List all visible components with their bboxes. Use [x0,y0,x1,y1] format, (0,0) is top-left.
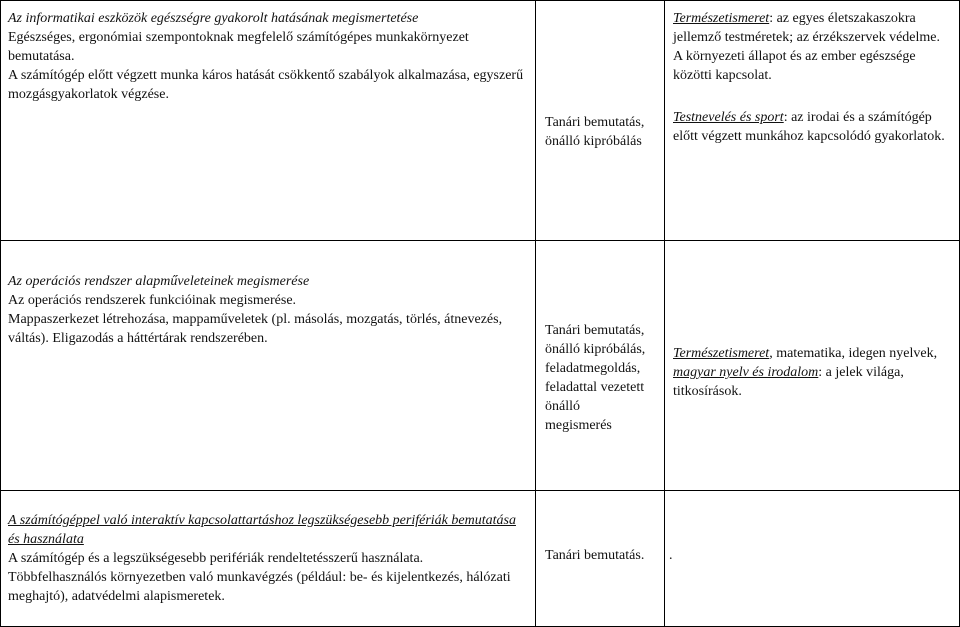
method-line: önálló kipróbálás [545,134,642,149]
method-line: Tanári bemutatás, [545,323,645,338]
connection-paragraph [673,108,951,146]
method-cell [536,1,665,241]
subject-link: magyar nyelv és irodalom [673,365,819,380]
method-line: feladattal vezetett [545,380,645,395]
topic-line: A számítógép előtt végzett munka káros hatását csökkentő szabályok alkalmazása, egyszerű mozgásgyakorlatok végzése. [8,68,524,102]
connection-text: : az irodai és a számítógép előtt végzett munkához kapcsolódó gyakorlatok. [673,110,945,144]
connection-text: : a jelek világa, titkosírások. [673,365,904,399]
topic-title: Az informatikai eszközök egészségre gyakorolt hatásának megismertetése [8,11,419,26]
topic-title: A számítógéppel való interaktív kapcsolattartáshoz legszükségesebb perifériák bemutatása és használata [8,513,516,547]
method-line: önálló kipróbálás, [545,342,646,357]
topic-cell [1,241,536,491]
method-line: Tanári bemutatás. [545,548,645,563]
connections-cell [665,491,960,627]
topic-cell [1,1,536,241]
method-cell [536,241,665,491]
topic-title: Az operációs rendszer alapműveleteinek megismerése [8,274,310,289]
table-row [1,241,960,491]
method-line: megismerés [545,418,612,433]
topic-line: A számítógép és a legszükségesebb perifériák rendeltetésszerű használata. [8,551,424,566]
table-row [1,1,960,241]
connection-text: , matematika, idegen nyelvek, [769,346,938,361]
method-line: feladatmegoldás, [545,361,641,376]
method-cell [536,491,665,627]
topic-line: Mappaszerkezet létrehozása, mappaműveletek (pl. másolás, mozgatás, törlés, átnevezés, váltás). Eligazodás a háttértárak rendszerében. [8,312,503,346]
connections-cell [665,1,960,241]
topic-cell [1,491,536,627]
connection-paragraph [673,9,951,85]
connections-cell [665,241,960,491]
connection-text: : az egyes életszakaszokra jellemző testméretek; az érzékszervek védelme. A környezeti állapot és az ember egészsége közötti kapcsolat. [673,11,941,83]
connection-text: . [669,548,673,563]
subject-link: Testnevelés és sport [673,110,784,125]
subject-link: Természetismeret [673,11,770,26]
method-line: önálló [545,399,580,414]
method-line: Tanári bemutatás, [545,115,645,130]
table-row [1,491,960,627]
topic-line: Egészséges, ergonómiai szempontoknak megfelelő számítógépes munkakörnyezet bemutatása. [8,30,469,64]
subject-link: Természetismeret [673,346,770,361]
topic-line: Az operációs rendszerek funkcióinak megismerése. [8,293,297,308]
topic-line: Többfelhasználós környezetben való munkavégzés (például: be- és kijelentkezés, hálózati meghajtó), adatvédelmi alapismeretek. [8,570,511,604]
